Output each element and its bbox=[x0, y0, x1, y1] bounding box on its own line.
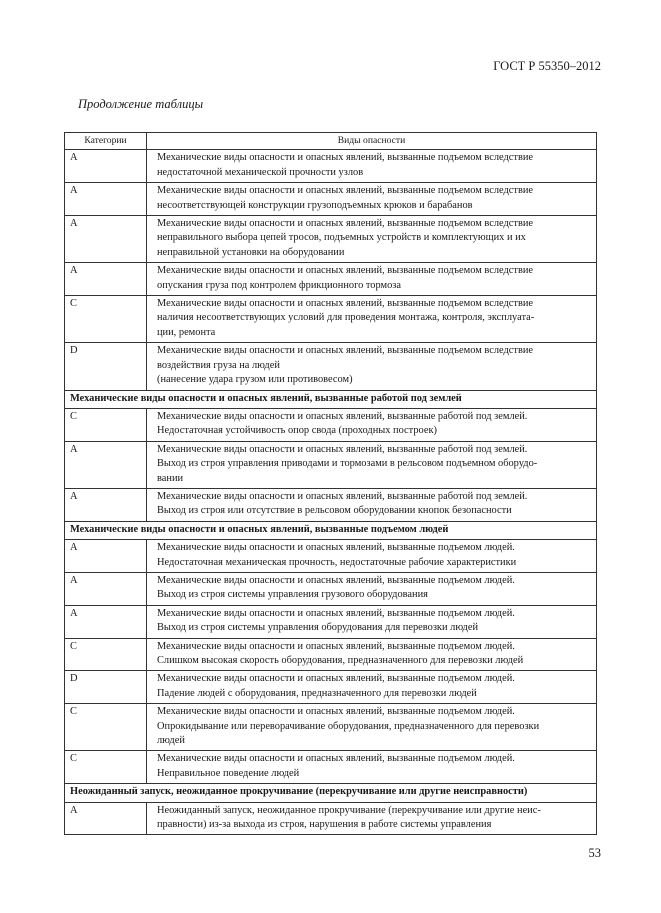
table-row bbox=[65, 540, 597, 573]
standard-number: ГОСТ Р 55350–2012 bbox=[493, 59, 601, 73]
category-cell: C bbox=[65, 704, 147, 751]
page-number: 53 bbox=[588, 846, 601, 860]
table-row bbox=[65, 605, 597, 638]
table-header-row bbox=[65, 133, 597, 150]
hazard-description-cell: Механические виды опасности и опасных явлений, вызванные подъемом вследствие несоответствующей конструкции грузоподъемных крюков и барабанов bbox=[147, 183, 597, 216]
category-cell: D bbox=[65, 343, 147, 390]
hazard-description-cell: Механические виды опасности и опасных явлений, вызванные подъемом людей. Падение людей с оборудования, предназначенного для перевозки людей bbox=[147, 671, 597, 704]
table-row bbox=[65, 572, 597, 605]
category-cell: A bbox=[65, 488, 147, 521]
table-row bbox=[65, 751, 597, 784]
category-cell: C bbox=[65, 408, 147, 441]
hazard-description-cell: Механические виды опасности и опасных явлений, вызванные подъемом вследствие недостаточной механической прочности узлов bbox=[147, 150, 597, 183]
category-cell: A bbox=[65, 540, 147, 573]
hazard-description-cell: Механические виды опасности и опасных явлений, вызванные работой под землей. Выход из строя или отсутствие в рельсовом оборудовании кнопок безопасности bbox=[147, 488, 597, 521]
category-cell: C bbox=[65, 638, 147, 671]
table-body bbox=[65, 150, 597, 835]
category-cell: D bbox=[65, 671, 147, 704]
section-header-row bbox=[65, 390, 597, 408]
table-row bbox=[65, 802, 597, 835]
section-title: Неожиданный запуск, неожиданное прокручивание (перекручивание или другие неисправности) bbox=[65, 784, 597, 802]
hazard-description-cell: Неожиданный запуск, неожиданное прокручивание (перекручивание или другие неис- правности) из-за выхода из строя, нарушения в работе системы управления bbox=[147, 802, 597, 835]
category-cell: A bbox=[65, 572, 147, 605]
hazard-description-cell: Механические виды опасности и опасных явлений, вызванные подъемом людей. Слишком высокая скорость оборудования, предназначенного для перевозки людей bbox=[147, 638, 597, 671]
hazard-description-cell: Механические виды опасности и опасных явлений, вызванные работой под землей. Недостаточная устойчивость опор свода (проходных построек) bbox=[147, 408, 597, 441]
hazard-description-cell: Механические виды опасности и опасных явлений, вызванные подъемом людей. Недостаточная механическая прочность, недостаточные рабочие характеристики bbox=[147, 540, 597, 573]
table-row bbox=[65, 671, 597, 704]
column-header-hazard-types: Виды опасности bbox=[147, 133, 597, 150]
category-cell: C bbox=[65, 296, 147, 343]
table-row bbox=[65, 488, 597, 521]
table-row bbox=[65, 343, 597, 390]
hazard-description-cell: Механические виды опасности и опасных явлений, вызванные подъемом людей. Выход из строя системы управления оборудования для перевозки людей bbox=[147, 605, 597, 638]
category-cell: A bbox=[65, 263, 147, 296]
table-row bbox=[65, 296, 597, 343]
category-cell: A bbox=[65, 441, 147, 488]
table-row bbox=[65, 150, 597, 183]
category-cell: A bbox=[65, 183, 147, 216]
hazard-description-cell: Механические виды опасности и опасных явлений, вызванные подъемом людей. Неправильное поведение людей bbox=[147, 751, 597, 784]
category-cell: A bbox=[65, 216, 147, 263]
section-title: Механические виды опасности и опасных явлений, вызванные подъемом людей bbox=[65, 521, 597, 539]
hazard-description-cell: Механические виды опасности и опасных явлений, вызванные работой под землей. Выход из строя управления приводами и тормозами в рельсовом подъемном оборудо- вании bbox=[147, 441, 597, 488]
table-row bbox=[65, 638, 597, 671]
category-cell: A bbox=[65, 802, 147, 835]
category-cell: C bbox=[65, 751, 147, 784]
hazard-description-cell: Механические виды опасности и опасных явлений, вызванные подъемом вследствие неправильного выбора цепей тросов, подъемных устройств и комплектующих и их неправильной установки на оборудовании bbox=[147, 216, 597, 263]
category-cell: A bbox=[65, 605, 147, 638]
section-title: Механические виды опасности и опасных явлений, вызванные работой под землей bbox=[65, 390, 597, 408]
category-cell: A bbox=[65, 150, 147, 183]
hazard-description-cell: Механические виды опасности и опасных явлений, вызванные подъемом людей. Опрокидывание или переворачивание оборудования, предназначенного для перевозки людей bbox=[147, 704, 597, 751]
section-header-row bbox=[65, 784, 597, 802]
section-header-row bbox=[65, 521, 597, 539]
table-row bbox=[65, 441, 597, 488]
hazard-description-cell: Механические виды опасности и опасных явлений, вызванные подъемом вследствие воздействия груза на людей (нанесение удара грузом или противовесом) bbox=[147, 343, 597, 390]
table-row bbox=[65, 408, 597, 441]
hazards-table bbox=[64, 132, 597, 835]
continuation-label: Продолжение таблицы bbox=[78, 97, 204, 111]
table-row bbox=[65, 704, 597, 751]
hazard-description-cell: Механические виды опасности и опасных явлений, вызванные подъемом вследствие наличия несоответствующих условий для проведения монтажа, контроля, эксплуата- ции, ремонта bbox=[147, 296, 597, 343]
hazard-description-cell: Механические виды опасности и опасных явлений, вызванные подъемом вследствие опускания груза под контролем фрикционного тормоза bbox=[147, 263, 597, 296]
table-row bbox=[65, 216, 597, 263]
table-row bbox=[65, 183, 597, 216]
hazard-description-cell: Механические виды опасности и опасных явлений, вызванные подъемом людей. Выход из строя системы управления грузового оборудования bbox=[147, 572, 597, 605]
column-header-categories: Категории bbox=[65, 133, 147, 150]
table-row bbox=[65, 263, 597, 296]
